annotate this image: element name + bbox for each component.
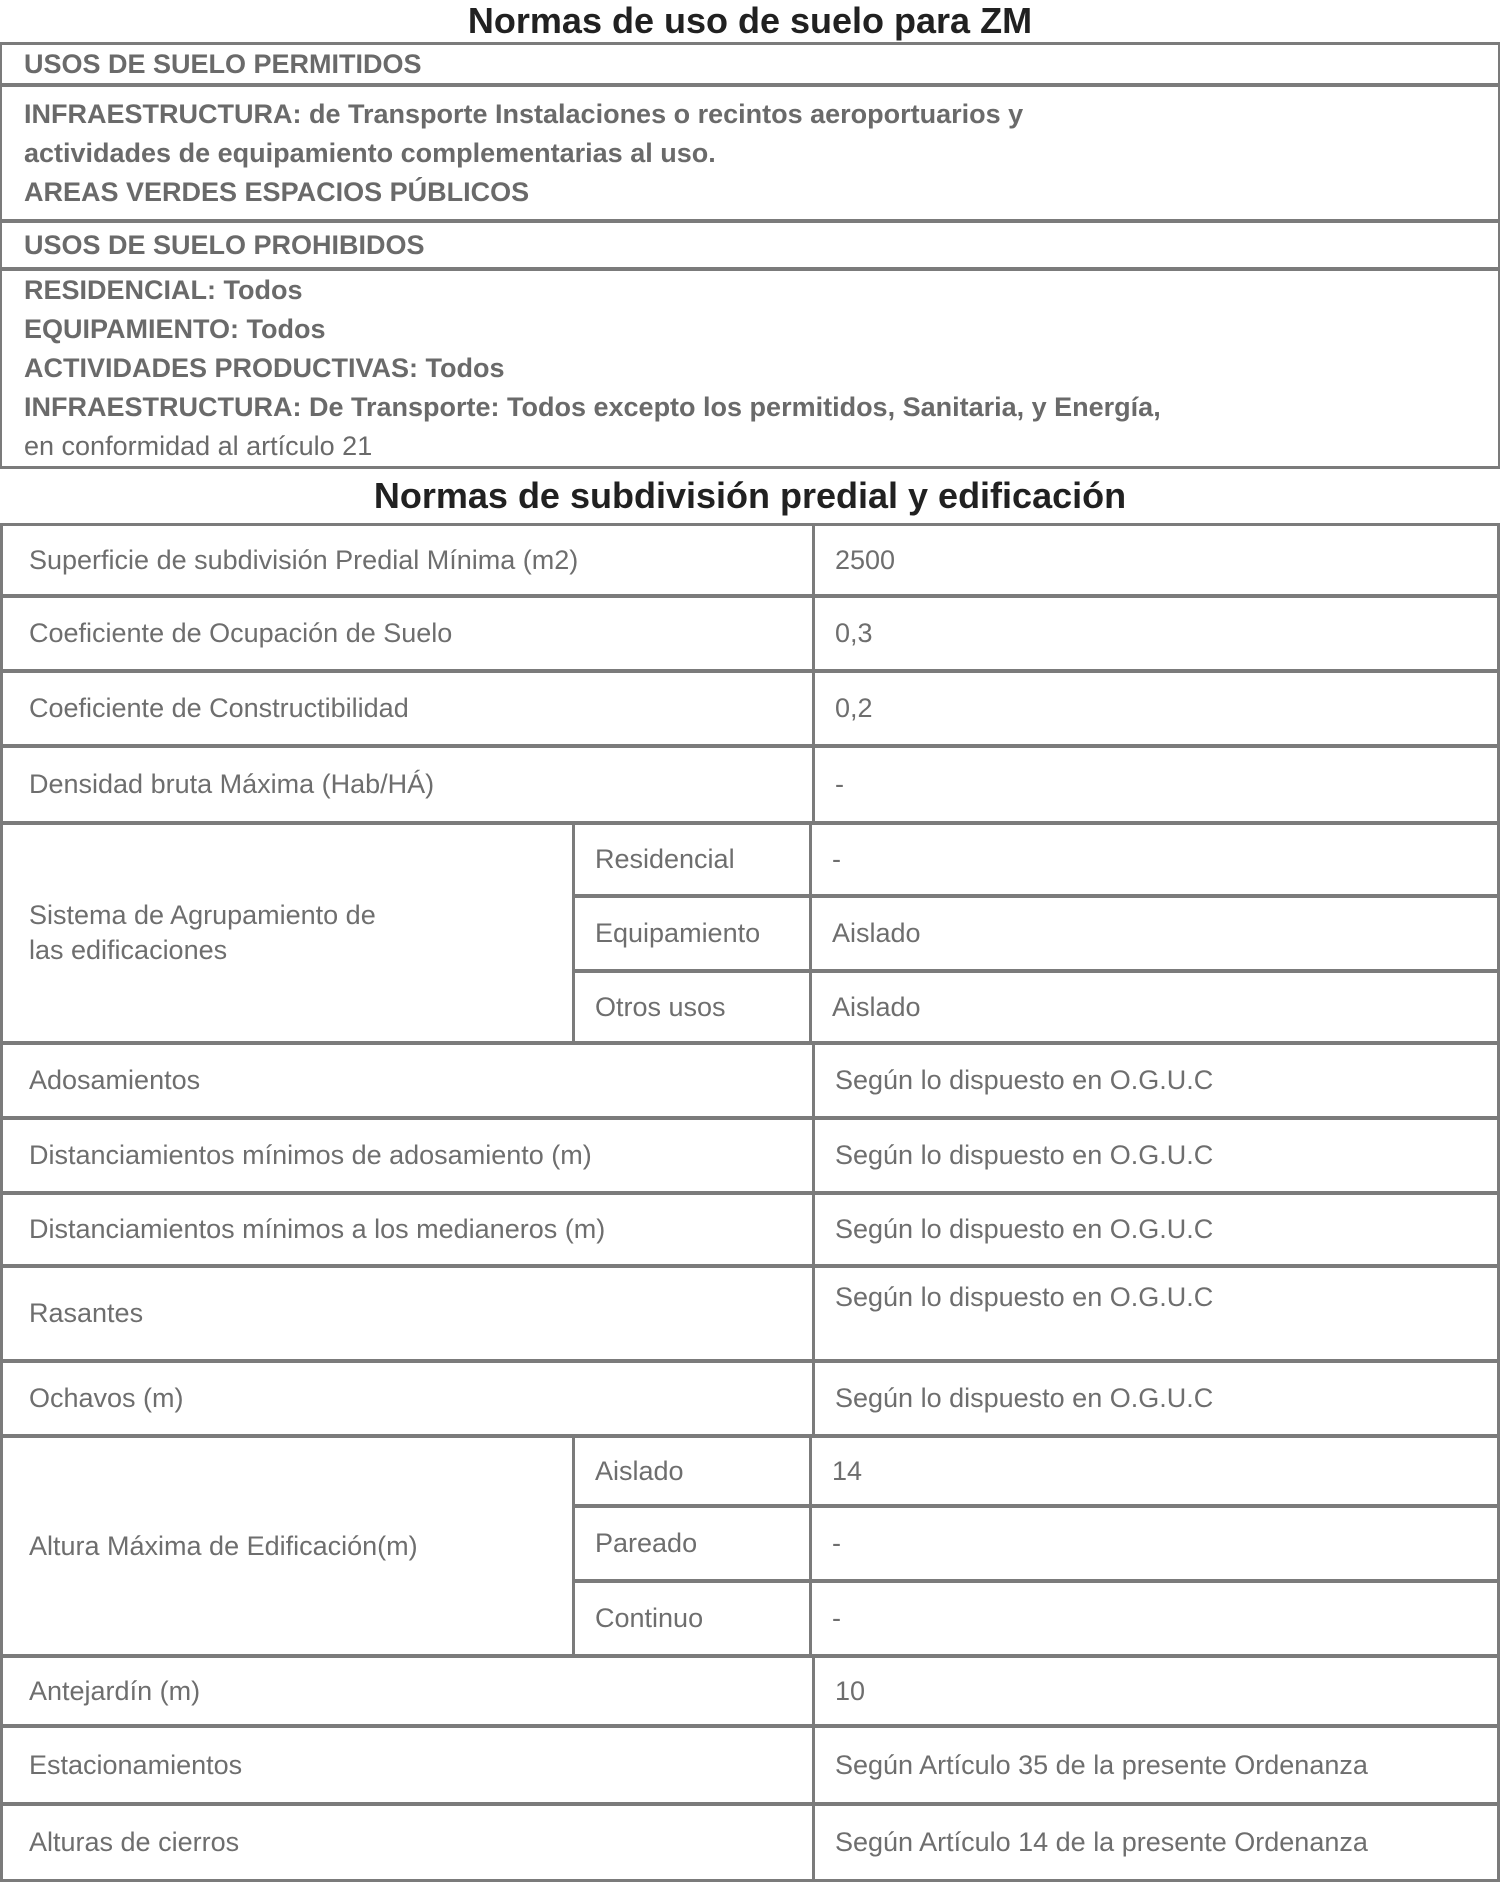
subrow-value: - xyxy=(832,1528,841,1558)
permitted-infrastructure-line-1: INFRAESTRUCTURA: de Transporte Instalaciones o recintos aeroportuarios y xyxy=(24,98,1024,129)
land-use-table xyxy=(0,42,1500,469)
row-value: Según lo dispuesto en O.G.U.C xyxy=(835,1214,1214,1244)
land-use-title: Normas de uso de suelo para ZM xyxy=(467,0,1033,41)
row-label: Distanciamientos mínimos de adosamiento (m) xyxy=(3,1120,815,1191)
row-label: Adosamientos xyxy=(3,1045,815,1116)
grouping-system-label-line-2: las edificaciones xyxy=(29,935,228,965)
row-value: Según Artículo 35 de la presente Ordenanza xyxy=(835,1749,1368,1780)
row-label: Coeficiente de Ocupación de Suelo xyxy=(3,598,815,669)
permitted-green-areas: AREAS VERDES ESPACIOS PÚBLICOS xyxy=(24,176,530,207)
table-subrow xyxy=(575,825,1497,894)
subrow-value: Aislado xyxy=(832,991,921,1022)
subrow-category: Continuo xyxy=(575,1583,812,1654)
prohibited-uses-header: USOS DE SUELO PROHIBIDOS xyxy=(24,229,425,260)
row-label: Estacionamientos xyxy=(3,1728,815,1802)
table-subrow xyxy=(575,969,1497,1041)
subdivision-norms-table xyxy=(0,523,1500,1882)
table-row xyxy=(3,1802,1497,1879)
permitted-uses-header-row xyxy=(2,45,1498,83)
row-value: Según lo dispuesto en O.G.U.C xyxy=(835,1140,1214,1170)
prohibited-infrastructure-continuation: en conformidad al artículo 21 xyxy=(24,431,373,461)
table-row xyxy=(3,1724,1497,1802)
row-value: Según lo dispuesto en O.G.U.C xyxy=(835,1383,1214,1413)
subrow-category: Otros usos xyxy=(575,973,812,1041)
subrow-category: Residencial xyxy=(575,825,812,894)
grouping-system-subrows xyxy=(575,825,1497,1041)
permitted-uses-content-row xyxy=(2,83,1498,219)
row-value: Según lo dispuesto en O.G.U.C xyxy=(835,1065,1214,1095)
table-subrow xyxy=(575,1504,1497,1579)
row-label: Densidad bruta Máxima (Hab/HÁ) xyxy=(3,748,815,821)
row-value: Según lo dispuesto en O.G.U.C xyxy=(835,1282,1214,1312)
table-row xyxy=(3,594,1497,669)
grouping-system-label xyxy=(3,825,575,1041)
table-subrow xyxy=(575,894,1497,969)
row-value: 0,3 xyxy=(835,618,873,648)
max-height-label xyxy=(3,1438,575,1654)
grouping-system-row xyxy=(3,821,1497,1041)
row-label: Coeficiente de Constructibilidad xyxy=(3,673,815,744)
grouping-system-label-line-1: Sistema de Agrupamiento de xyxy=(29,900,376,930)
table-row xyxy=(3,1116,1497,1191)
table-subrow xyxy=(575,1438,1497,1504)
prohibited-productive-activities: ACTIVIDADES PRODUCTIVAS: Todos xyxy=(24,353,505,383)
prohibited-uses-content-row xyxy=(2,267,1498,466)
table-row xyxy=(3,1191,1497,1264)
subdivision-norms-title: Normas de subdivisión predial y edificación xyxy=(373,475,1127,516)
table-subrow xyxy=(575,1579,1497,1654)
max-height-label-line: Altura Máxima de Edificación(m) xyxy=(29,1530,418,1561)
row-label: Rasantes xyxy=(3,1268,815,1359)
subrow-category: Pareado xyxy=(575,1508,812,1579)
prohibited-equipment: EQUIPAMIENTO: Todos xyxy=(24,314,326,344)
max-height-row xyxy=(3,1434,1497,1654)
subrow-category: Equipamiento xyxy=(575,898,812,969)
row-value: 2500 xyxy=(835,544,896,575)
subrow-value: Aislado xyxy=(832,918,921,948)
table-row xyxy=(3,1041,1497,1116)
table-row xyxy=(3,526,1497,594)
row-value: Según Artículo 14 de la presente Ordenanza xyxy=(835,1827,1368,1857)
row-value: - xyxy=(835,769,844,799)
table-row xyxy=(3,1264,1497,1359)
table-row xyxy=(3,1654,1497,1724)
subrow-category: Aislado xyxy=(575,1438,812,1504)
row-label: Superficie de subdivisión Predial Mínima (m2) xyxy=(3,526,815,594)
row-label: Ochavos (m) xyxy=(3,1363,815,1434)
row-label: Alturas de cierros xyxy=(3,1806,815,1879)
prohibited-uses-header-row xyxy=(2,219,1498,267)
subrow-value: 14 xyxy=(832,1455,863,1486)
table-row xyxy=(3,669,1497,744)
row-value: 0,2 xyxy=(835,693,873,723)
row-value: 10 xyxy=(835,1675,866,1706)
max-height-subrows xyxy=(575,1438,1497,1654)
table-row xyxy=(3,1359,1497,1434)
permitted-uses-header: USOS DE SUELO PERMITIDOS xyxy=(24,48,422,79)
row-label: Antejardín (m) xyxy=(3,1658,815,1724)
table-row xyxy=(3,744,1497,821)
subrow-value: - xyxy=(832,844,841,874)
subrow-value: - xyxy=(832,1603,841,1633)
row-label: Distanciamientos mínimos a los medianeros (m) xyxy=(3,1195,815,1264)
permitted-infrastructure-line-2: actividades de equipamiento complementarias al uso. xyxy=(24,137,716,168)
prohibited-infrastructure: INFRAESTRUCTURA: De Transporte: Todos excepto los permitidos, Sanitaria, y Energía, xyxy=(24,392,1161,422)
prohibited-residential: RESIDENCIAL: Todos xyxy=(24,275,303,305)
